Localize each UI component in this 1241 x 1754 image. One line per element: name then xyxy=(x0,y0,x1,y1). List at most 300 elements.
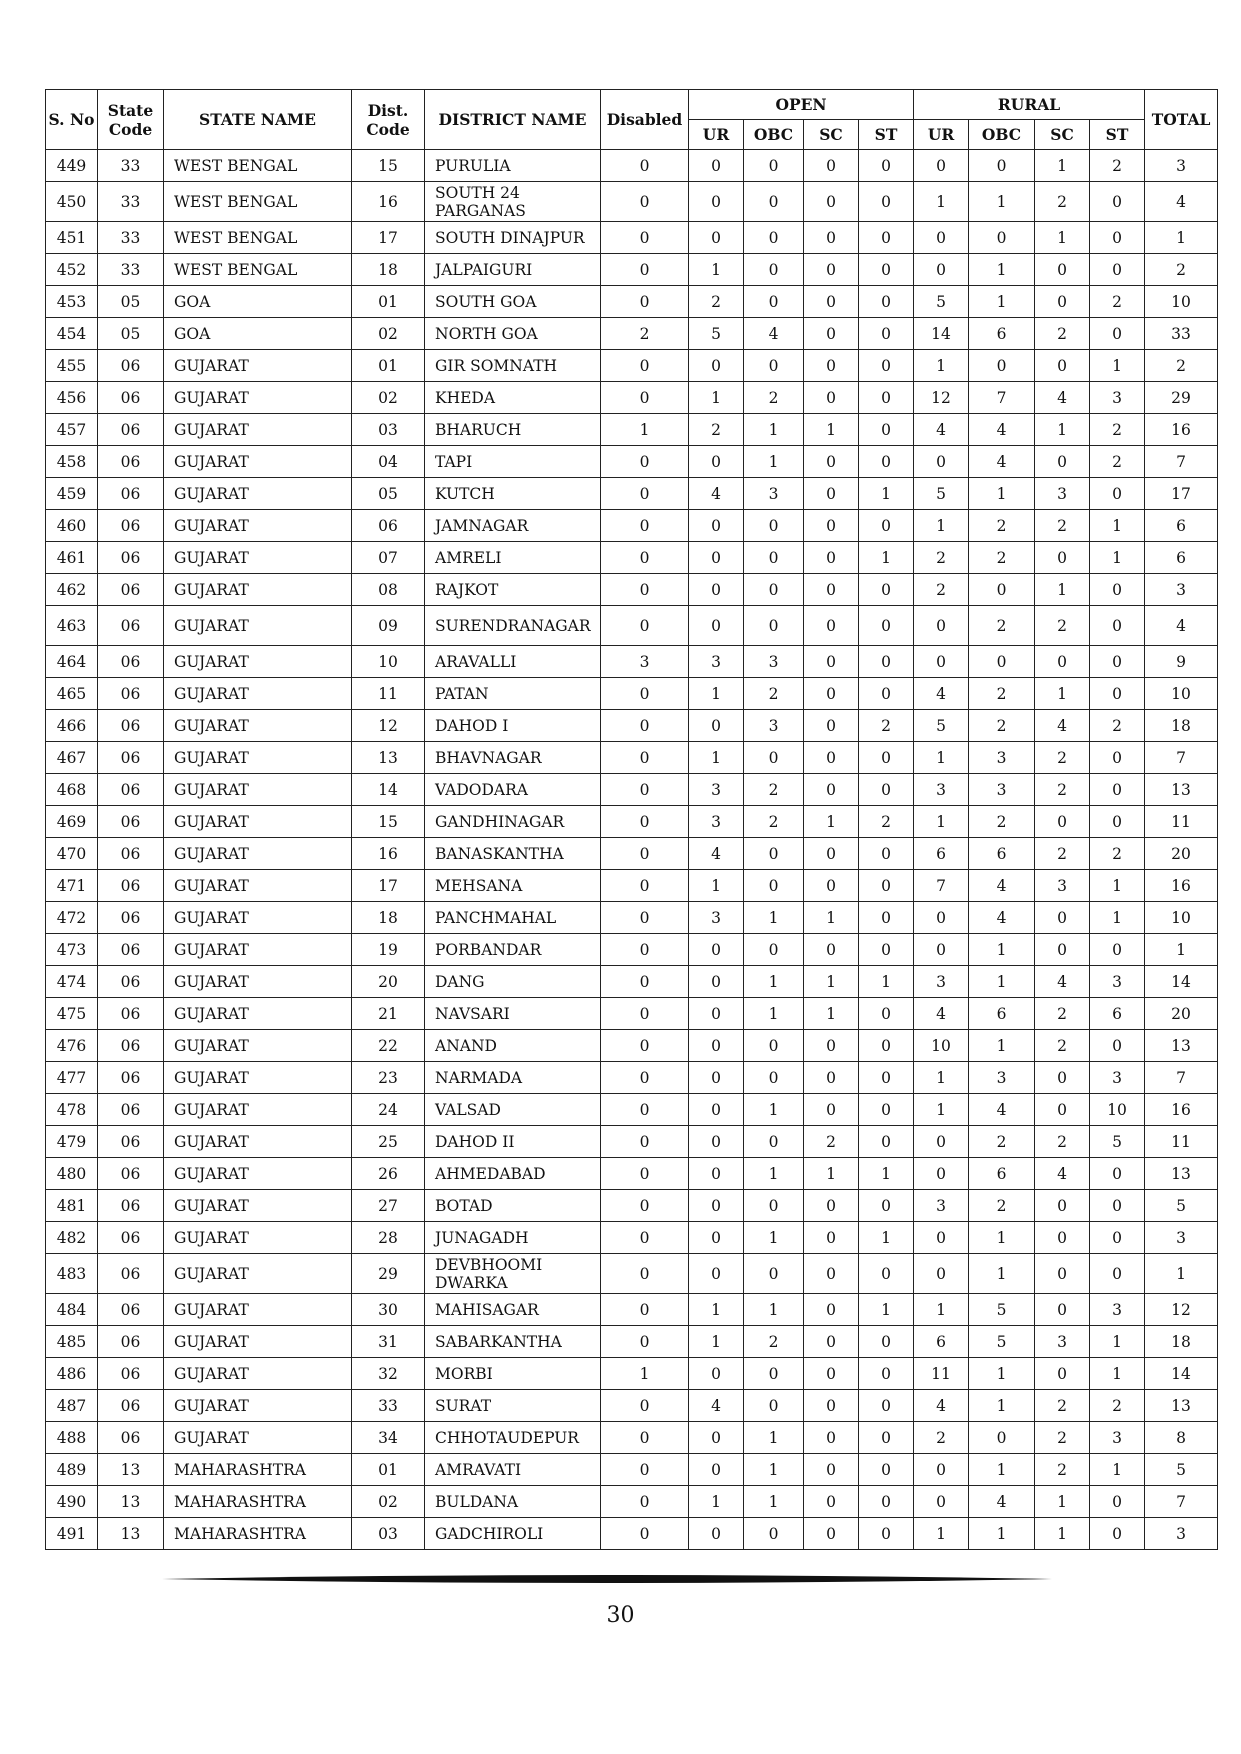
cell-district-name: DAHOD II xyxy=(425,1126,601,1158)
cell-open-st: 0 xyxy=(859,902,914,934)
cell-rural-sc: 1 xyxy=(1035,574,1090,606)
table-row xyxy=(46,934,1218,966)
cell-open-st: 0 xyxy=(859,1126,914,1158)
cell-district-name: NORTH GOA xyxy=(425,318,601,350)
cell-rural-obc: 3 xyxy=(969,1062,1035,1094)
cell-disabled: 0 xyxy=(601,1126,689,1158)
cell-state-code: 06 xyxy=(98,1190,164,1222)
cell-dist-code: 15 xyxy=(352,806,425,838)
cell-open-sc: 0 xyxy=(804,1030,859,1062)
cell-dist-code: 24 xyxy=(352,1094,425,1126)
cell-total: 16 xyxy=(1145,870,1218,902)
cell-state-name: GUJARAT xyxy=(164,446,352,478)
cell-state-name: GUJARAT xyxy=(164,350,352,382)
cell-open-st: 1 xyxy=(859,542,914,574)
table-row xyxy=(46,1222,1218,1254)
cell-rural-st: 0 xyxy=(1090,1518,1145,1550)
cell-open-sc: 1 xyxy=(804,998,859,1030)
cell-open-obc: 0 xyxy=(744,350,804,382)
cell-rural-st: 0 xyxy=(1090,742,1145,774)
cell-rural-st: 2 xyxy=(1090,150,1145,182)
cell-open-ur: 0 xyxy=(689,966,744,998)
cell-rural-obc: 7 xyxy=(969,382,1035,414)
table-row xyxy=(46,478,1218,510)
cell-rural-st: 1 xyxy=(1090,350,1145,382)
cell-open-sc: 0 xyxy=(804,382,859,414)
cell-open-st: 0 xyxy=(859,1422,914,1454)
cell-sno: 472 xyxy=(46,902,98,934)
cell-sno: 486 xyxy=(46,1358,98,1390)
cell-rural-st: 0 xyxy=(1090,646,1145,678)
cell-sno: 468 xyxy=(46,774,98,806)
cell-rural-ur: 2 xyxy=(914,1422,969,1454)
cell-open-obc: 1 xyxy=(744,1422,804,1454)
cell-rural-sc: 0 xyxy=(1035,902,1090,934)
cell-disabled: 0 xyxy=(601,902,689,934)
cell-open-obc: 1 xyxy=(744,1094,804,1126)
cell-open-sc: 0 xyxy=(804,286,859,318)
cell-sno: 465 xyxy=(46,678,98,710)
cell-state-name: GUJARAT xyxy=(164,1126,352,1158)
cell-state-name: GUJARAT xyxy=(164,1030,352,1062)
cell-open-obc: 2 xyxy=(744,806,804,838)
cell-rural-ur: 12 xyxy=(914,382,969,414)
col-rural-ur: UR xyxy=(914,120,969,150)
cell-open-ur: 1 xyxy=(689,742,744,774)
cell-dist-code: 17 xyxy=(352,222,425,254)
cell-rural-obc: 1 xyxy=(969,1454,1035,1486)
cell-dist-code: 19 xyxy=(352,934,425,966)
cell-rural-ur: 3 xyxy=(914,1190,969,1222)
cell-open-ur: 0 xyxy=(689,998,744,1030)
cell-open-obc: 3 xyxy=(744,646,804,678)
cell-rural-sc: 0 xyxy=(1035,934,1090,966)
cell-rural-ur: 2 xyxy=(914,574,969,606)
cell-rural-st: 1 xyxy=(1090,902,1145,934)
cell-rural-st: 0 xyxy=(1090,478,1145,510)
cell-state-code: 33 xyxy=(98,222,164,254)
cell-rural-ur: 5 xyxy=(914,710,969,742)
cell-open-ur: 3 xyxy=(689,774,744,806)
cell-rural-sc: 0 xyxy=(1035,286,1090,318)
cell-open-obc: 0 xyxy=(744,934,804,966)
cell-open-obc: 2 xyxy=(744,678,804,710)
cell-sno: 469 xyxy=(46,806,98,838)
cell-open-sc: 1 xyxy=(804,966,859,998)
cell-state-code: 06 xyxy=(98,414,164,446)
cell-open-ur: 0 xyxy=(689,350,744,382)
cell-open-sc: 0 xyxy=(804,254,859,286)
cell-rural-sc: 3 xyxy=(1035,478,1090,510)
cell-state-name: GUJARAT xyxy=(164,646,352,678)
cell-district-name: PANCHMAHAL xyxy=(425,902,601,934)
cell-rural-obc: 1 xyxy=(969,1518,1035,1550)
cell-rural-sc: 2 xyxy=(1035,606,1090,646)
cell-dist-code: 29 xyxy=(352,1254,425,1294)
cell-open-st: 0 xyxy=(859,934,914,966)
cell-open-sc: 0 xyxy=(804,678,859,710)
cell-state-code: 06 xyxy=(98,1254,164,1294)
cell-district-name: NARMADA xyxy=(425,1062,601,1094)
cell-district-name: DEVBHOOMI DWARKA xyxy=(425,1254,601,1294)
cell-total: 13 xyxy=(1145,1030,1218,1062)
cell-open-obc: 0 xyxy=(744,1390,804,1422)
cell-district-name: ARAVALLI xyxy=(425,646,601,678)
cell-sno: 485 xyxy=(46,1326,98,1358)
cell-open-sc: 0 xyxy=(804,542,859,574)
cell-open-ur: 1 xyxy=(689,1486,744,1518)
cell-rural-obc: 3 xyxy=(969,742,1035,774)
cell-open-ur: 3 xyxy=(689,806,744,838)
cell-rural-st: 0 xyxy=(1090,934,1145,966)
cell-open-sc: 0 xyxy=(804,1358,859,1390)
cell-open-st: 0 xyxy=(859,446,914,478)
cell-state-name: GUJARAT xyxy=(164,838,352,870)
col-group-open: OPEN xyxy=(689,90,914,120)
cell-sno: 476 xyxy=(46,1030,98,1062)
cell-sno: 477 xyxy=(46,1062,98,1094)
cell-open-obc: 1 xyxy=(744,1222,804,1254)
cell-district-name: PORBANDAR xyxy=(425,934,601,966)
cell-rural-sc: 3 xyxy=(1035,870,1090,902)
table-row xyxy=(46,286,1218,318)
cell-open-sc: 0 xyxy=(804,318,859,350)
col-rural-obc: OBC xyxy=(969,120,1035,150)
col-total: TOTAL xyxy=(1145,90,1218,150)
table-row xyxy=(46,806,1218,838)
cell-rural-obc: 0 xyxy=(969,350,1035,382)
cell-open-sc: 0 xyxy=(804,934,859,966)
cell-sno: 489 xyxy=(46,1454,98,1486)
table-row xyxy=(46,1390,1218,1422)
table-row xyxy=(46,182,1218,222)
cell-dist-code: 30 xyxy=(352,1294,425,1326)
cell-total: 18 xyxy=(1145,710,1218,742)
cell-disabled: 0 xyxy=(601,1094,689,1126)
cell-rural-ur: 0 xyxy=(914,646,969,678)
cell-dist-code: 02 xyxy=(352,318,425,350)
cell-total: 14 xyxy=(1145,966,1218,998)
cell-open-obc: 1 xyxy=(744,998,804,1030)
cell-dist-code: 21 xyxy=(352,998,425,1030)
cell-sno: 487 xyxy=(46,1390,98,1422)
cell-rural-ur: 11 xyxy=(914,1358,969,1390)
cell-open-st: 2 xyxy=(859,806,914,838)
cell-state-name: GUJARAT xyxy=(164,870,352,902)
cell-total: 7 xyxy=(1145,1062,1218,1094)
cell-rural-obc: 5 xyxy=(969,1294,1035,1326)
cell-sno: 474 xyxy=(46,966,98,998)
cell-state-code: 06 xyxy=(98,998,164,1030)
cell-open-st: 0 xyxy=(859,774,914,806)
cell-state-name: GUJARAT xyxy=(164,1422,352,1454)
cell-total: 13 xyxy=(1145,1390,1218,1422)
cell-open-st: 1 xyxy=(859,1222,914,1254)
cell-rural-st: 0 xyxy=(1090,1222,1145,1254)
cell-disabled: 0 xyxy=(601,1294,689,1326)
table-row xyxy=(46,254,1218,286)
cell-rural-st: 0 xyxy=(1090,774,1145,806)
cell-state-code: 06 xyxy=(98,1294,164,1326)
cell-rural-st: 2 xyxy=(1090,286,1145,318)
cell-rural-obc: 4 xyxy=(969,902,1035,934)
cell-dist-code: 34 xyxy=(352,1422,425,1454)
cell-sno: 458 xyxy=(46,446,98,478)
cell-sno: 473 xyxy=(46,934,98,966)
table-row xyxy=(46,574,1218,606)
cell-state-name: GUJARAT xyxy=(164,1254,352,1294)
cell-open-sc: 0 xyxy=(804,1094,859,1126)
cell-rural-obc: 1 xyxy=(969,1358,1035,1390)
cell-sno: 479 xyxy=(46,1126,98,1158)
cell-rural-sc: 0 xyxy=(1035,1222,1090,1254)
cell-open-obc: 0 xyxy=(744,1358,804,1390)
cell-state-code: 06 xyxy=(98,934,164,966)
cell-open-ur: 0 xyxy=(689,1062,744,1094)
cell-state-name: GUJARAT xyxy=(164,902,352,934)
cell-open-ur: 1 xyxy=(689,1294,744,1326)
cell-rural-ur: 6 xyxy=(914,838,969,870)
cell-open-sc: 1 xyxy=(804,902,859,934)
cell-state-name: GUJARAT xyxy=(164,478,352,510)
cell-rural-st: 2 xyxy=(1090,414,1145,446)
cell-district-name: JALPAIGURI xyxy=(425,254,601,286)
cell-disabled: 0 xyxy=(601,1326,689,1358)
cell-total: 1 xyxy=(1145,934,1218,966)
cell-open-ur: 0 xyxy=(689,1126,744,1158)
cell-state-code: 06 xyxy=(98,478,164,510)
cell-rural-sc: 0 xyxy=(1035,1190,1090,1222)
cell-district-name: GANDHINAGAR xyxy=(425,806,601,838)
cell-total: 2 xyxy=(1145,350,1218,382)
cell-total: 7 xyxy=(1145,1486,1218,1518)
cell-disabled: 0 xyxy=(601,382,689,414)
cell-open-ur: 2 xyxy=(689,286,744,318)
table-row xyxy=(46,1486,1218,1518)
cell-total: 3 xyxy=(1145,1518,1218,1550)
cell-disabled: 0 xyxy=(601,150,689,182)
cell-rural-sc: 2 xyxy=(1035,1390,1090,1422)
cell-open-sc: 1 xyxy=(804,1158,859,1190)
cell-total: 29 xyxy=(1145,382,1218,414)
cell-total: 4 xyxy=(1145,182,1218,222)
cell-total: 6 xyxy=(1145,510,1218,542)
cell-disabled: 0 xyxy=(601,1158,689,1190)
cell-rural-ur: 4 xyxy=(914,998,969,1030)
cell-district-name: JAMNAGAR xyxy=(425,510,601,542)
cell-open-ur: 4 xyxy=(689,838,744,870)
cell-sno: 464 xyxy=(46,646,98,678)
cell-total: 8 xyxy=(1145,1422,1218,1454)
cell-rural-ur: 3 xyxy=(914,966,969,998)
cell-dist-code: 27 xyxy=(352,1190,425,1222)
cell-state-name: WEST BENGAL xyxy=(164,222,352,254)
cell-disabled: 0 xyxy=(601,710,689,742)
cell-open-st: 0 xyxy=(859,350,914,382)
cell-open-obc: 3 xyxy=(744,710,804,742)
cell-state-name: GUJARAT xyxy=(164,806,352,838)
cell-state-name: GUJARAT xyxy=(164,606,352,646)
cell-rural-sc: 2 xyxy=(1035,182,1090,222)
cell-total: 20 xyxy=(1145,998,1218,1030)
table-row xyxy=(46,150,1218,182)
cell-disabled: 1 xyxy=(601,1358,689,1390)
cell-open-obc: 0 xyxy=(744,254,804,286)
cell-state-name: GUJARAT xyxy=(164,1358,352,1390)
table-row xyxy=(46,1254,1218,1294)
cell-open-obc: 2 xyxy=(744,382,804,414)
cell-dist-code: 03 xyxy=(352,414,425,446)
cell-disabled: 0 xyxy=(601,742,689,774)
col-disabled: Disabled xyxy=(601,90,689,150)
cell-state-code: 13 xyxy=(98,1454,164,1486)
cell-total: 10 xyxy=(1145,902,1218,934)
cell-sno: 449 xyxy=(46,150,98,182)
cell-open-ur: 0 xyxy=(689,1030,744,1062)
cell-state-name: GUJARAT xyxy=(164,742,352,774)
cell-rural-obc: 1 xyxy=(969,1030,1035,1062)
cell-dist-code: 02 xyxy=(352,382,425,414)
cell-dist-code: 14 xyxy=(352,774,425,806)
cell-state-code: 06 xyxy=(98,646,164,678)
cell-open-sc: 0 xyxy=(804,1486,859,1518)
cell-dist-code: 09 xyxy=(352,606,425,646)
cell-rural-sc: 0 xyxy=(1035,1294,1090,1326)
cell-open-ur: 0 xyxy=(689,606,744,646)
cell-rural-st: 0 xyxy=(1090,1158,1145,1190)
cell-state-code: 06 xyxy=(98,1222,164,1254)
cell-sno: 478 xyxy=(46,1094,98,1126)
table-row xyxy=(46,1358,1218,1390)
cell-state-code: 33 xyxy=(98,150,164,182)
cell-sno: 460 xyxy=(46,510,98,542)
cell-rural-ur: 1 xyxy=(914,806,969,838)
cell-rural-st: 2 xyxy=(1090,446,1145,478)
cell-rural-ur: 0 xyxy=(914,254,969,286)
cell-rural-obc: 4 xyxy=(969,1486,1035,1518)
cell-disabled: 0 xyxy=(601,678,689,710)
cell-rural-ur: 1 xyxy=(914,1518,969,1550)
cell-rural-sc: 0 xyxy=(1035,1062,1090,1094)
cell-total: 3 xyxy=(1145,150,1218,182)
cell-open-sc: 0 xyxy=(804,1294,859,1326)
cell-district-name: SABARKANTHA xyxy=(425,1326,601,1358)
table-row xyxy=(46,446,1218,478)
footer-rule xyxy=(162,1573,1052,1585)
cell-dist-code: 31 xyxy=(352,1326,425,1358)
cell-open-obc: 4 xyxy=(744,318,804,350)
cell-total: 17 xyxy=(1145,478,1218,510)
cell-rural-st: 0 xyxy=(1090,1486,1145,1518)
cell-open-sc: 2 xyxy=(804,1126,859,1158)
cell-sno: 482 xyxy=(46,1222,98,1254)
col-open-obc: OBC xyxy=(744,120,804,150)
cell-open-st: 0 xyxy=(859,678,914,710)
cell-state-code: 06 xyxy=(98,446,164,478)
cell-rural-obc: 1 xyxy=(969,286,1035,318)
cell-open-st: 0 xyxy=(859,646,914,678)
cell-rural-obc: 4 xyxy=(969,446,1035,478)
cell-open-ur: 0 xyxy=(689,1222,744,1254)
cell-open-sc: 0 xyxy=(804,350,859,382)
cell-disabled: 0 xyxy=(601,966,689,998)
cell-district-name: DANG xyxy=(425,966,601,998)
cell-district-name: AMRELI xyxy=(425,542,601,574)
cell-dist-code: 23 xyxy=(352,1062,425,1094)
cell-open-ur: 0 xyxy=(689,1422,744,1454)
cell-open-obc: 0 xyxy=(744,574,804,606)
cell-open-ur: 0 xyxy=(689,222,744,254)
cell-open-st: 0 xyxy=(859,1094,914,1126)
cell-open-obc: 3 xyxy=(744,478,804,510)
cell-total: 11 xyxy=(1145,806,1218,838)
cell-open-st: 0 xyxy=(859,1062,914,1094)
cell-open-obc: 0 xyxy=(744,1254,804,1294)
cell-dist-code: 01 xyxy=(352,1454,425,1486)
table-row xyxy=(46,382,1218,414)
cell-rural-ur: 0 xyxy=(914,1254,969,1294)
cell-open-ur: 0 xyxy=(689,1358,744,1390)
cell-district-name: MAHISAGAR xyxy=(425,1294,601,1326)
cell-state-code: 06 xyxy=(98,1158,164,1190)
cell-rural-obc: 1 xyxy=(969,1222,1035,1254)
cell-sno: 490 xyxy=(46,1486,98,1518)
cell-open-obc: 0 xyxy=(744,286,804,318)
col-dist-code: Dist. Code xyxy=(352,90,425,150)
cell-state-code: 06 xyxy=(98,966,164,998)
cell-open-ur: 1 xyxy=(689,382,744,414)
cell-state-code: 05 xyxy=(98,286,164,318)
col-open-st: ST xyxy=(859,120,914,150)
cell-rural-obc: 1 xyxy=(969,934,1035,966)
cell-total: 13 xyxy=(1145,774,1218,806)
cell-total: 4 xyxy=(1145,606,1218,646)
cell-open-sc: 1 xyxy=(804,414,859,446)
cell-state-name: WEST BENGAL xyxy=(164,182,352,222)
cell-rural-st: 1 xyxy=(1090,510,1145,542)
cell-state-code: 06 xyxy=(98,838,164,870)
cell-dist-code: 28 xyxy=(352,1222,425,1254)
cell-dist-code: 06 xyxy=(352,510,425,542)
cell-district-name: RAJKOT xyxy=(425,574,601,606)
cell-rural-ur: 1 xyxy=(914,742,969,774)
cell-district-name: ANAND xyxy=(425,1030,601,1062)
cell-open-ur: 4 xyxy=(689,478,744,510)
cell-district-name: MEHSANA xyxy=(425,870,601,902)
cell-rural-sc: 2 xyxy=(1035,1030,1090,1062)
district-vacancy-table xyxy=(45,89,1218,1550)
cell-sno: 453 xyxy=(46,286,98,318)
col-district-name: DISTRICT NAME xyxy=(425,90,601,150)
cell-state-name: GOA xyxy=(164,318,352,350)
table-row xyxy=(46,1294,1218,1326)
cell-district-name: VADODARA xyxy=(425,774,601,806)
cell-sno: 481 xyxy=(46,1190,98,1222)
cell-district-name: SURAT xyxy=(425,1390,601,1422)
table-row xyxy=(46,742,1218,774)
cell-open-sc: 0 xyxy=(804,1190,859,1222)
cell-disabled: 0 xyxy=(601,478,689,510)
table-row xyxy=(46,1030,1218,1062)
cell-rural-obc: 4 xyxy=(969,1094,1035,1126)
table-row xyxy=(46,510,1218,542)
cell-rural-st: 1 xyxy=(1090,1358,1145,1390)
cell-rural-sc: 3 xyxy=(1035,1326,1090,1358)
cell-state-name: GUJARAT xyxy=(164,574,352,606)
cell-open-ur: 0 xyxy=(689,1518,744,1550)
cell-open-ur: 0 xyxy=(689,710,744,742)
cell-rural-st: 0 xyxy=(1090,574,1145,606)
